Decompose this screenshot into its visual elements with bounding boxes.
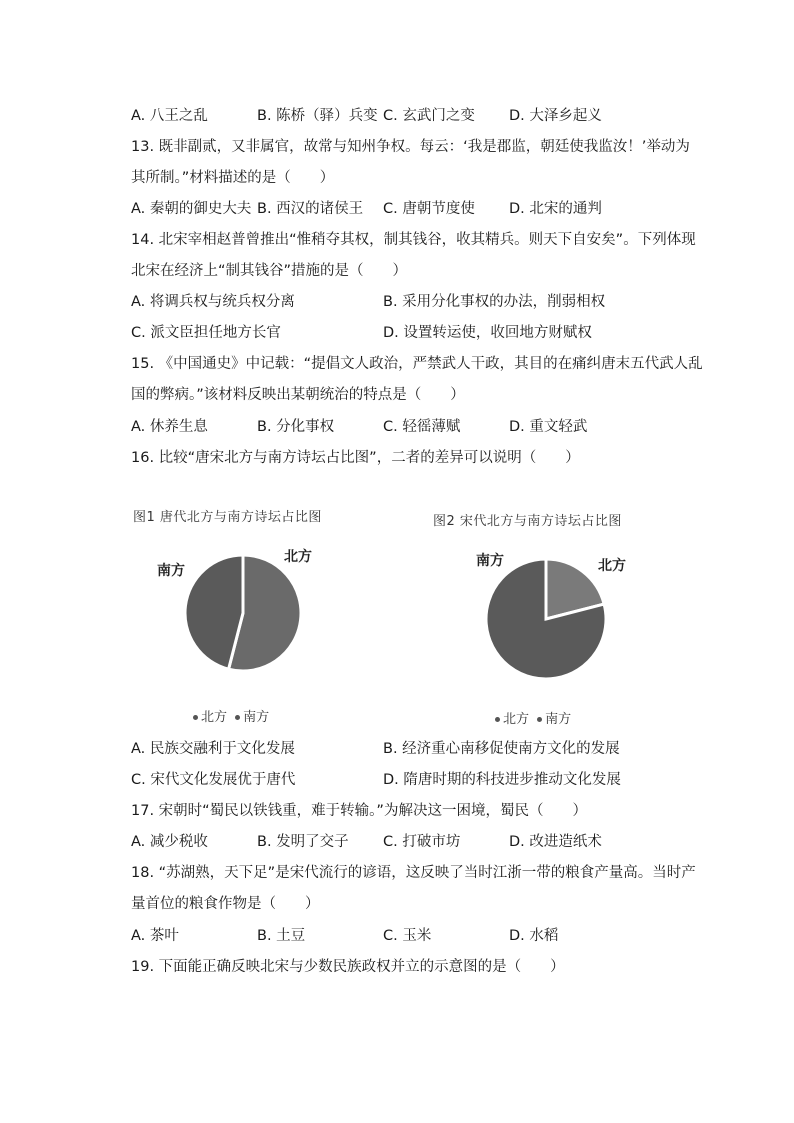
q17-option-d: D. 改进造纸术 [509, 834, 602, 850]
chart1-label-south: 南方 [157, 563, 185, 579]
q16-option-b: B. 经济重心南移促使南方文化的发展 [383, 741, 620, 757]
q15-stem-line2: 国的弊病。”该材料反映出某朝统治的特点是（ ） [131, 387, 465, 403]
q17-option-b: B. 发明了交子 [257, 834, 349, 850]
chart1-title: 图1 唐代北方与南方诗坛占比图 [133, 510, 322, 525]
chart2-legend-south: 南方 [545, 712, 572, 727]
q14-option-d: D. 设置转运使，收回地方财赋权 [383, 325, 592, 341]
q17-option-c: C. 打破市坊 [383, 834, 461, 850]
q19-stem-line1: 19. 下面能正确反映北宋与少数民族政权并立的示意图的是（ ） [131, 959, 565, 975]
chart2-pie [484, 557, 608, 681]
chart1-pie [183, 553, 303, 673]
q17-option-a: A. 减少税收 [131, 834, 208, 850]
chart2-label-south: 南方 [476, 553, 504, 569]
q14-stem-line1: 14. 北宋宰相赵普曾推出“惟稍夺其权，制其钱谷，收其精兵。则天下自安矣”。下列体现 [131, 232, 696, 248]
q18-option-a: A. 茶叶 [131, 928, 179, 944]
q15-option-c: C. 轻徭薄赋 [383, 419, 461, 435]
q12-option-a: A. 八王之乱 [131, 108, 208, 124]
q17-stem-line1: 17. 宋朝时“蜀民以铁钱重，难于转输。”为解决这一困境，蜀民（ ） [131, 803, 587, 819]
q18-stem-line2: 量首位的粮食作物是（ ） [131, 896, 320, 912]
q14-option-a: A. 将调兵权与统兵权分离 [131, 294, 295, 310]
q18-stem-line1: 18. “苏湖熟，天下足”是宋代流行的谚语，这反映了当时江浙一带的粮食产量高。当时产 [131, 865, 696, 881]
chart2-title: 图2 宋代北方与南方诗坛占比图 [433, 514, 622, 529]
q13-stem-line1: 13. 既非副贰，又非属官，故常与知州争权。每云：‘我是郡监，朝廷使我监汝！’举动为 [131, 139, 690, 155]
q15-option-a: A. 休养生息 [131, 419, 208, 435]
q13-option-c: C. 唐朝节度使 [383, 201, 475, 217]
q14-stem-line2: 北宋在经济上“制其钱谷”措施的是（ ） [131, 263, 408, 279]
q14-option-b: B. 采用分化事权的办法，削弱相权 [383, 294, 606, 310]
chart1-label-north: 北方 [284, 549, 312, 565]
chart1-legend-north: 北方 [201, 710, 228, 725]
pie-slice-south [185, 555, 243, 669]
q12-option-d: D. 大泽乡起义 [509, 108, 602, 124]
legend-dot [235, 715, 240, 720]
legend-dot [495, 717, 500, 722]
q14-option-c: C. 派文臣担任地方长官 [131, 325, 281, 341]
q13-option-d: D. 北宋的通判 [509, 201, 602, 217]
q13-option-b: B. 西汉的诸侯王 [257, 201, 364, 217]
q18-option-b: B. 土豆 [257, 928, 306, 944]
chart1-legend [193, 706, 269, 725]
q16-option-d: D. 隋唐时期的科技进步推动文化发展 [383, 772, 621, 788]
chart1-legend-south: 南方 [243, 710, 270, 725]
q15-option-d: D. 重文轻武 [509, 419, 588, 435]
q18-option-c: C. 玉米 [383, 928, 432, 944]
q18-option-d: D. 水稻 [509, 928, 559, 944]
q12-option-b: B. 陈桥（驿）兵变 [257, 108, 378, 124]
legend-dot [537, 717, 542, 722]
q16-option-a: A. 民族交融利于文化发展 [131, 741, 295, 757]
q12-option-c: C. 玄武门之变 [383, 108, 475, 124]
legend-dot [193, 715, 198, 720]
chart2-label-north: 北方 [598, 558, 626, 574]
q13-option-a: A. 秦朝的御史大夫 [131, 201, 252, 217]
q16-stem-line1: 16. 比较“唐宋北方与南方诗坛占比图”，二者的差异可以说明（ ） [131, 450, 580, 466]
q16-option-c: C. 宋代文化发展优于唐代 [131, 772, 296, 788]
q15-stem-line1: 15. 《中国通史》中记载：“提倡文人政治，严禁武人干政，其目的在痛纠唐末五代武人乱 [131, 356, 703, 372]
chart2-legend-north: 北方 [503, 712, 530, 727]
q13-stem-line2: 其所制。”材料描述的是（ ） [131, 170, 335, 186]
q15-option-b: B. 分化事权 [257, 419, 335, 435]
chart2-legend [495, 708, 571, 727]
